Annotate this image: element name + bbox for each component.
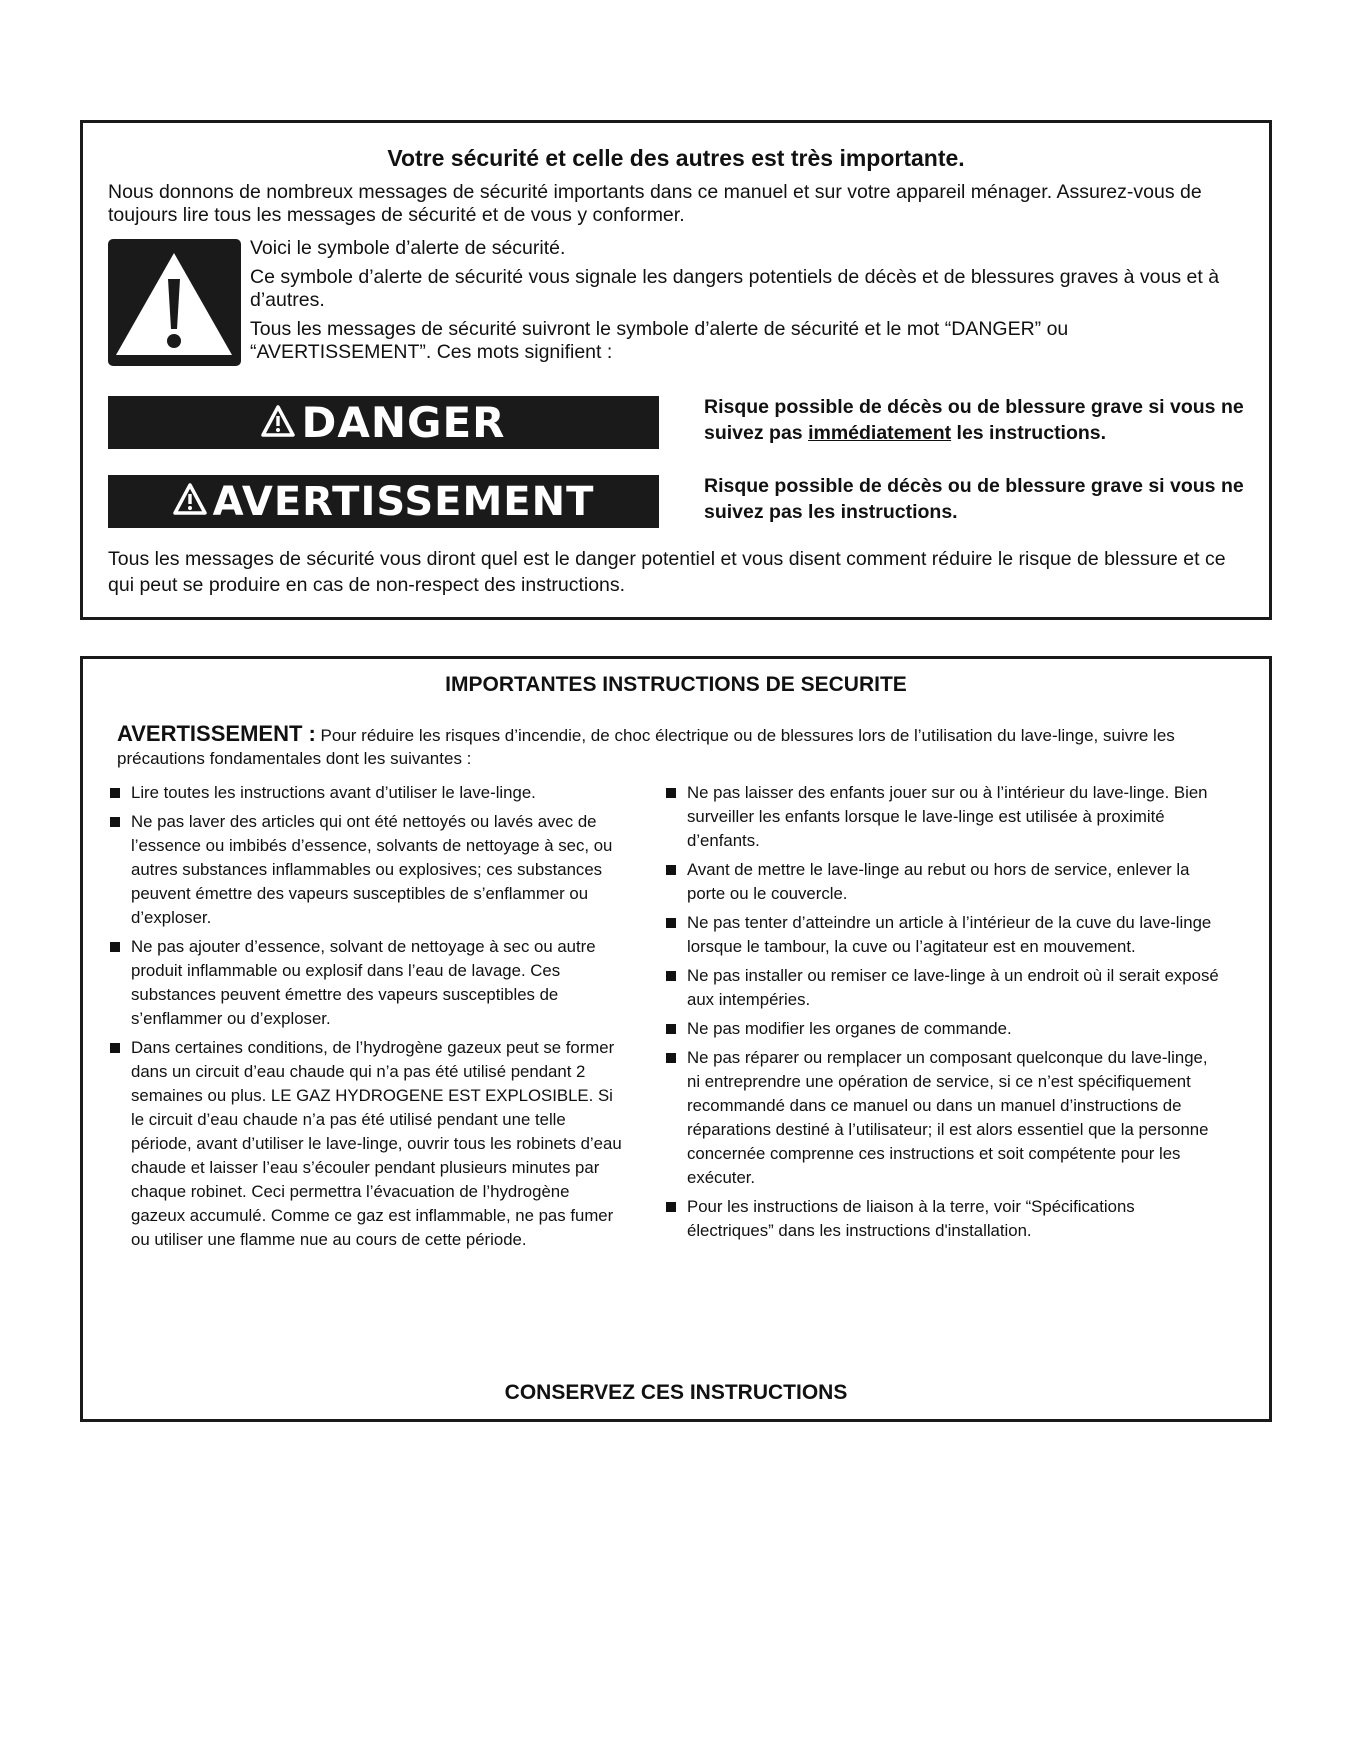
bullet-square-icon <box>110 1043 120 1053</box>
list-item: Ne pas tenter d’atteindre un article à l’intérieur de la cuve du lave-linge lorsque le tambour, la cuve ou l’agitateur est en mouvement. <box>664 911 1224 959</box>
danger-label: DANGER <box>301 398 506 447</box>
important-instructions-panel <box>80 656 1272 1422</box>
list-item: Dans certaines conditions, de l’hydrogène gazeux peut se former dans un circuit d’eau chaude qui n’a pas été utilisé pendant 2 semaines ou plus. LE GAZ HYDROGENE EST EXPLOSIBLE. Si le circuit d’eau chaude n’a pas été utilisé pendant une telle période, avant d’utiliser le lave-linge, ouvrir tous les robinets d’eau chaude et laisser l’eau s’écouler pendant plusieurs minutes par chaque robinet. Ceci permettra l’évacuation de l’hydrogène gazeux accumulé. Comme ce gaz est inflammable, ne pas fumer ou utiliser une flamme nue au cours de cette période. <box>108 1036 628 1252</box>
warning-lead: AVERTISSEMENT : <box>117 721 316 746</box>
instructions-title: IMPORTANTES INSTRUCTIONS DE SECURITE <box>445 673 907 696</box>
bullet-square-icon <box>666 1053 676 1063</box>
bullet-square-icon <box>110 817 120 827</box>
instructions-right-column <box>664 781 1224 1248</box>
safety-intro: Nous donnons de nombreux messages de sécurité importants dans ce manuel et sur votre appareil ménager. Assurez-vous de toujours lire tous les messages de sécurité et de vous y conformer. <box>108 181 1202 226</box>
list-item: Lire toutes les instructions avant d’utiliser le lave-linge. <box>108 781 628 805</box>
alert-symbol-explanation <box>250 237 1250 370</box>
list-item: Avant de mettre le lave-linge au rebut ou hors de service, enlever la porte ou le couvercle. <box>664 858 1224 906</box>
warning-description: Risque possible de décès ou de blessure grave si vous ne suivez pas les instructions. <box>704 475 1244 523</box>
warning-triangle-icon <box>173 479 207 525</box>
list-item: Ne pas installer ou remiser ce lave-linge à un endroit où il serait exposé aux intempéries. <box>664 964 1224 1012</box>
bullet-square-icon <box>666 1202 676 1212</box>
safety-info-panel <box>80 120 1272 620</box>
warning-triangle-icon <box>261 398 295 447</box>
safety-footer: Tous les messages de sécurité vous diront quel est le danger potentiel et vous disent comment réduire le risque de blessure et ce qui peut se produire en cas de non-respect des instructions. <box>108 548 1226 596</box>
safety-alert-triangle-icon <box>108 239 241 366</box>
danger-description: Risque possible de décès ou de blessure grave si vous ne suivez pas immédiatement les instructions. <box>704 396 1244 444</box>
list-item: Ne pas ajouter d’essence, solvant de nettoyage à sec ou autre produit inflammable ou explosif dans l’eau de lavage. Ces substances peuvent émettre des vapeurs susceptibles de s’enflammer ou d’exploser. <box>108 935 628 1031</box>
instructions-left-column <box>108 781 628 1257</box>
bullet-square-icon <box>666 1024 676 1034</box>
list-item: Ne pas laver des articles qui ont été nettoyés ou lavés avec de l’essence ou imbibés d’essence, solvants de nettoyage à sec, ou autres substances inflammables ou explosives; ces substances peuvent émettre des vapeurs susceptibles de s’enflammer ou d’exploser. <box>108 810 628 930</box>
alert-line: Voici le symbole d’alerte de sécurité. <box>250 237 566 259</box>
alert-line: Tous les messages de sécurité suivront le symbole d’alerte de sécurité et le mot “DANGER” ou “AVERTISSEMENT”. Ces mots signifient : <box>250 318 1069 363</box>
bullet-square-icon <box>110 788 120 798</box>
immediately-emphasis: immédiatement <box>808 422 952 444</box>
list-item: Ne pas laisser des enfants jouer sur ou à l’intérieur du lave-linge. Bien surveiller les enfants lorsque le lave-linge est utilisée à proximité d’enfants. <box>664 781 1224 853</box>
bullet-square-icon <box>666 865 676 875</box>
instructions-warning: AVERTISSEMENT : Pour réduire les risques d’incendie, de choc électrique ou de blessures lors de l’utilisation du lave-linge, suivre les précautions fondamentales dont les suivantes : <box>117 721 1175 768</box>
alert-line: Ce symbole d’alerte de sécurité vous signale les dangers potentiels de décès et de blessures graves à vous et à d’autres. <box>250 266 1220 311</box>
bullet-square-icon <box>666 971 676 981</box>
warning-signal-word <box>108 475 659 528</box>
list-item: Ne pas réparer ou remplacer un composant quelconque du lave-linge, ni entreprendre une opération de service, si ce n’est spécifiquement recommandé dans ce manuel ou dans un manuel d’instructions de réparations destiné à l’utilisateur; il est alors essentiel que la personne concernée comprenne ces instructions et soit compétente pour les exécuter. <box>664 1046 1224 1190</box>
bullet-square-icon <box>110 942 120 952</box>
danger-signal-word <box>108 396 659 449</box>
save-instructions-footer: CONSERVEZ CES INSTRUCTIONS <box>504 1381 848 1404</box>
warning-label: AVERTISSEMENT <box>212 478 595 525</box>
bullet-square-icon <box>666 788 676 798</box>
list-item: Pour les instructions de liaison à la terre, voir “Spécifications électriques” dans les instructions d'installation. <box>664 1195 1224 1243</box>
list-item: Ne pas modifier les organes de commande. <box>664 1017 1224 1041</box>
safety-title: Votre sécurité et celle des autres est très importante. <box>387 145 965 171</box>
bullet-square-icon <box>666 918 676 928</box>
